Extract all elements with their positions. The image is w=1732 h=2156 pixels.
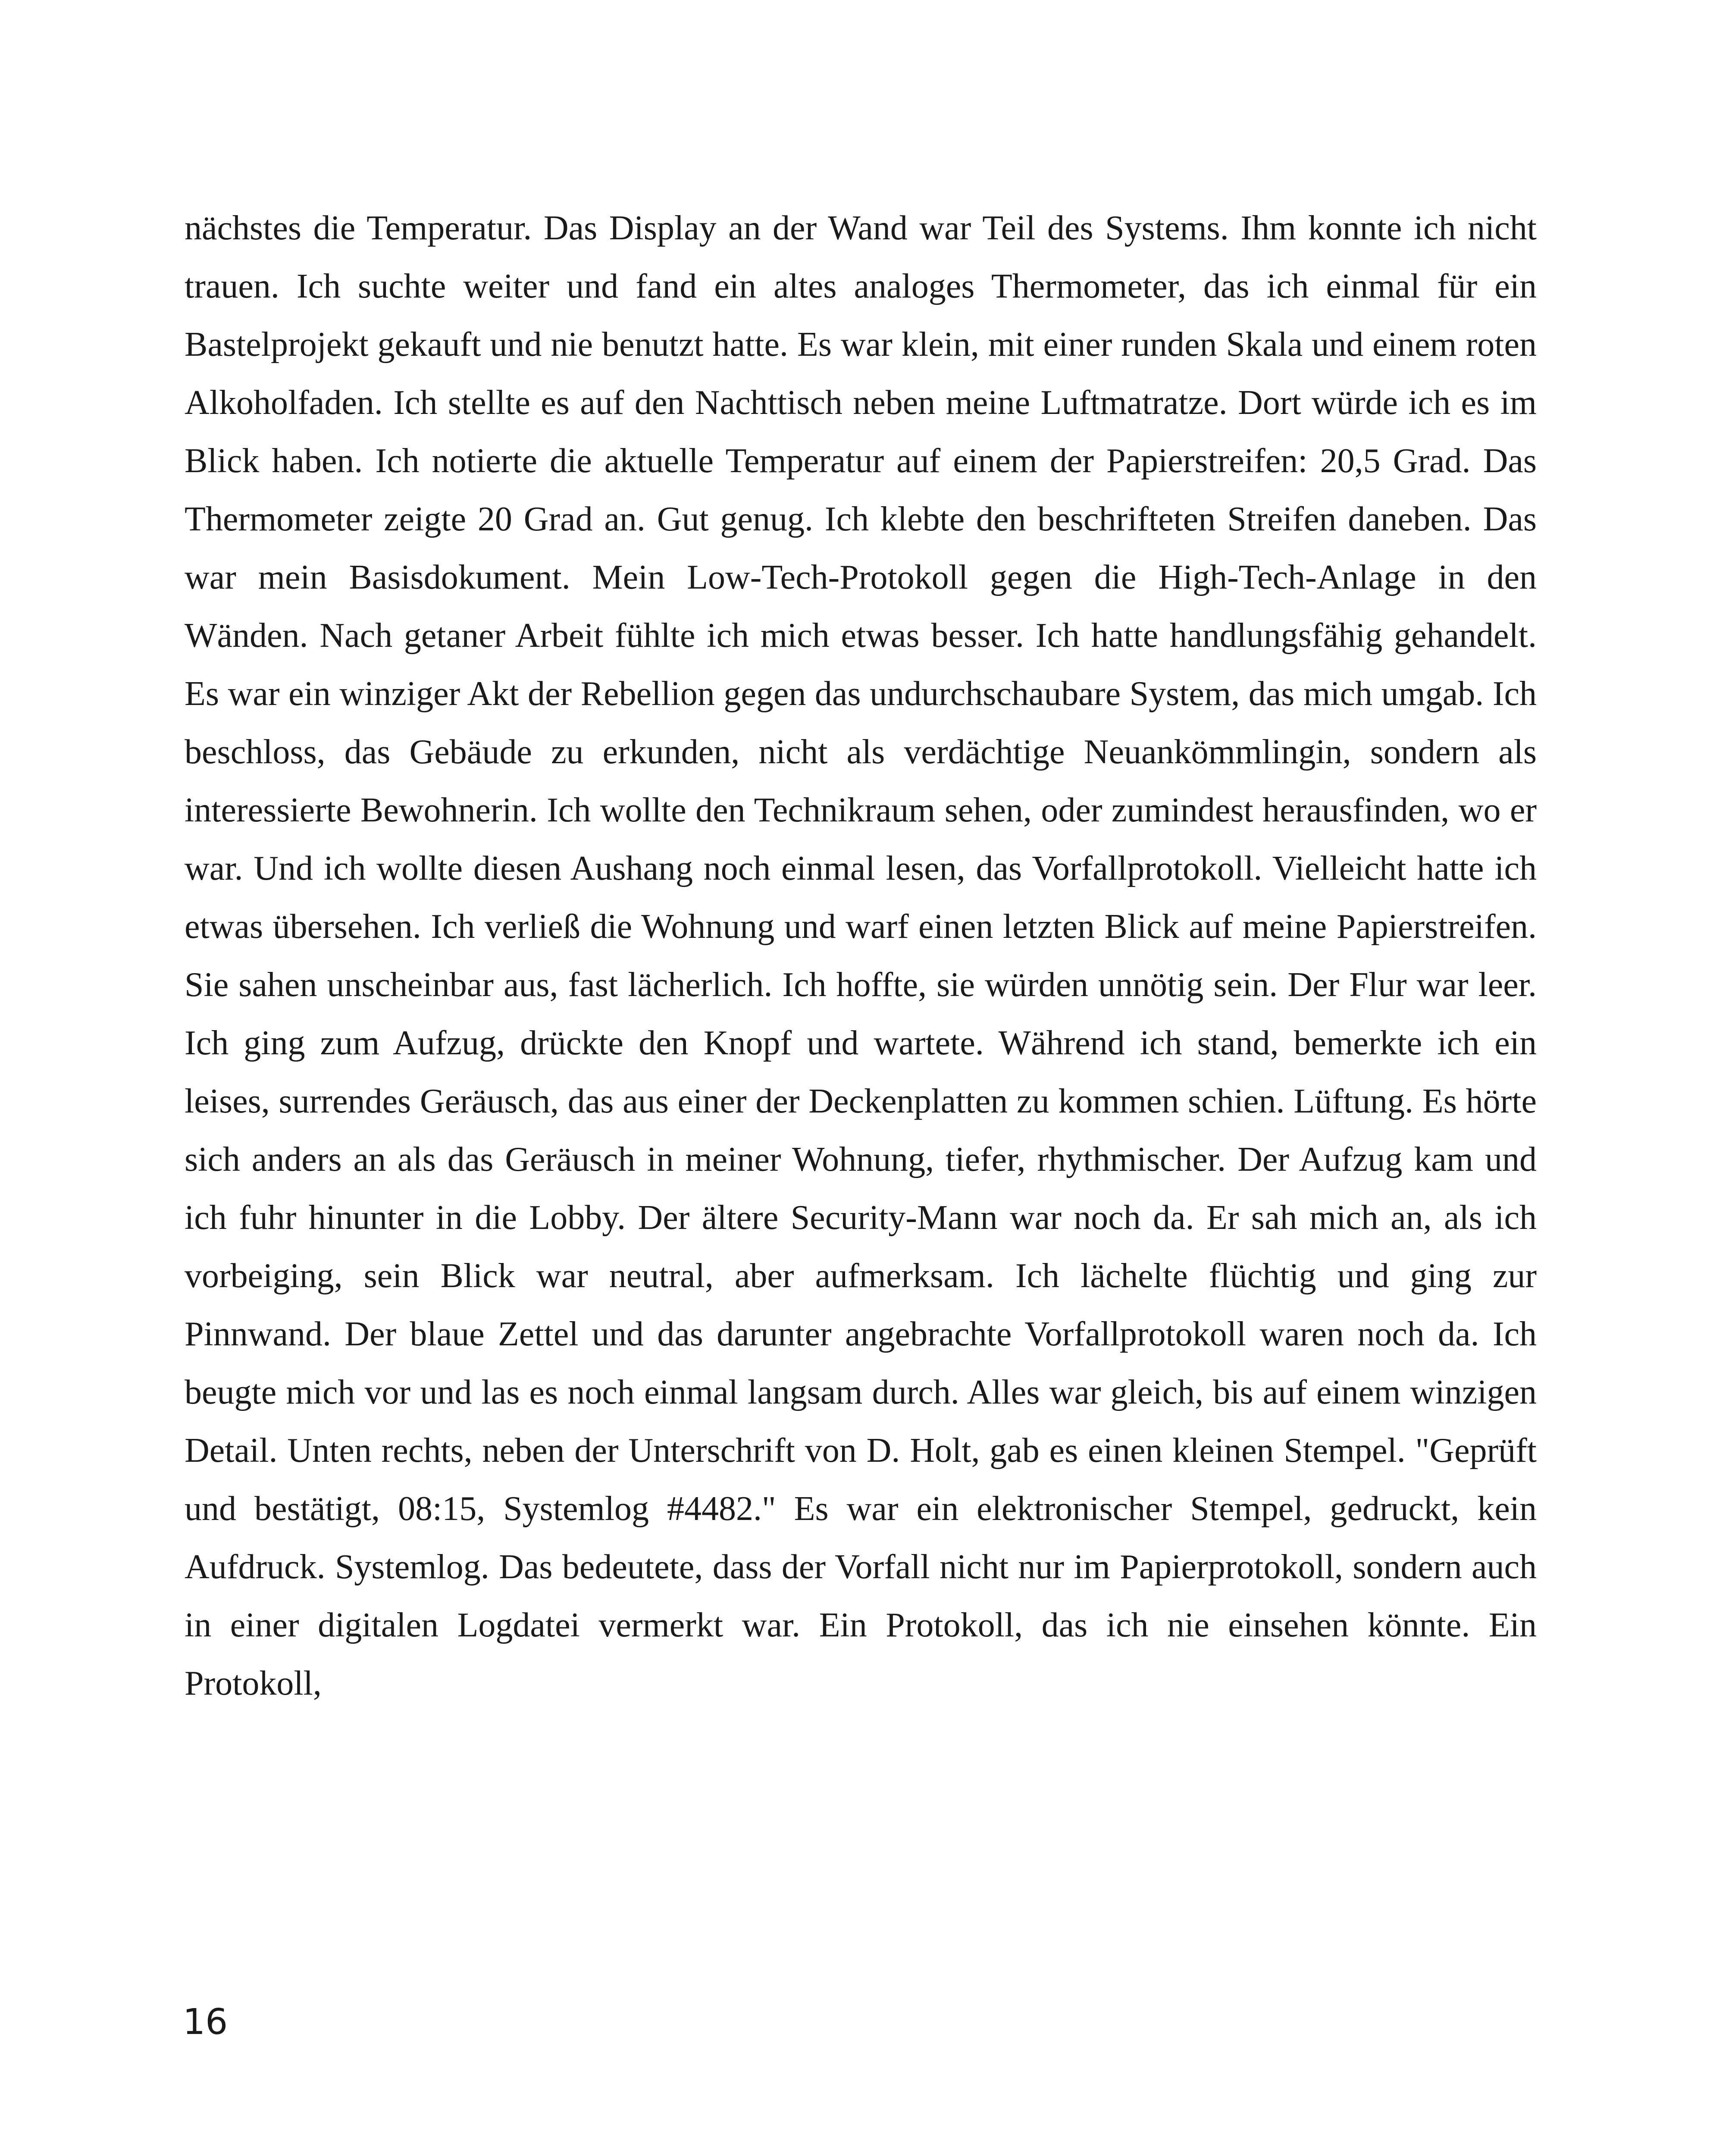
body-paragraph: nächstes die Temperatur. Das Display an der Wand war Teil des Systems. Ihm konnte ich nicht trauen. Ich suchte weiter und fand ein altes analoges Thermometer, das ich einmal für ein Bastelprojekt gekauft und nie benutzt hatte. Es war klein, mit einer runden Skala und einem roten Alkoholfaden. Ich stellte es auf den Nachttisch neben meine Luftmatratze. Dort würde ich es im Blick haben. Ich notierte die aktuelle Temperatur auf einem der Papierstreifen: 20,5 Grad. Das Thermometer zeigte 20 Grad an. Gut genug. Ich klebte den beschrifteten Streifen daneben. Das war mein Basisdokument. Mein Low-Tech-Protokoll gegen die High-Tech-Anlage in den Wänden. Nach getaner Arbeit fühlte ich mich etwas besser. Ich hatte handlungsfähig gehandelt. Es war ein winziger Akt der Rebellion gegen das undurchschaubare System, das mich umgab. Ich beschloss, das Gebäude zu erkunden, nicht als verdächtige Neuankömmlingin, sondern als interessierte Bewohnerin. Ich wollte den Technikraum sehen, oder zumindest herausfinden, wo er war. Und ich wollte diesen Aushang noch einmal lesen, das Vorfallprotokoll. Vielleicht hatte ich etwas übersehen. Ich verließ die Wohnung und warf einen letzten Blick auf meine Papierstreifen. Sie sahen unscheinbar aus, fast lächerlich. Ich hoffte, sie würden unnötig sein. Der Flur war leer. Ich ging zum Aufzug, drückte den Knopf und wartete. Während ich stand, bemerkte ich ein leises, surrendes Geräusch, das aus einer der Deckenplatten zu kommen schien. Lüftung. Es hörte sich anders an als das Geräusch in meiner Wohnung, tiefer, rhythmischer. Der Aufzug kam und ich fuhr hinunter in die Lobby. Der ältere Security-Mann war noch da. Er sah mich an, als ich vorbeiging, sein Blick war neutral, aber aufmerksam. Ich lächelte flüchtig und ging zur Pinnwand. Der blaue Zettel und das darunter angebrachte Vorfallprotokoll waren noch da. Ich beugte mich vor und las es noch einmal langsam durch. Alles war gleich, bis auf einem winzigen Detail. Unten rechts, neben der Unterschrift von D. Holt, gab es einen kleinen Stempel. "Geprüft und bestätigt, 08:15, Systemlog #4482." Es war ein elektronischer Stempel, gedruckt, kein Aufdruck. Systemlog. Das bedeutete, dass der Vorfall nicht nur im Papierprotokoll, sondern auch in einer digitalen Logdatei vermerkt war. Ein Protokoll, das ich nie einsehen könnte. Ein Protokoll,	[185, 209, 1537, 1702]
page-number: 16	[183, 2002, 228, 2043]
